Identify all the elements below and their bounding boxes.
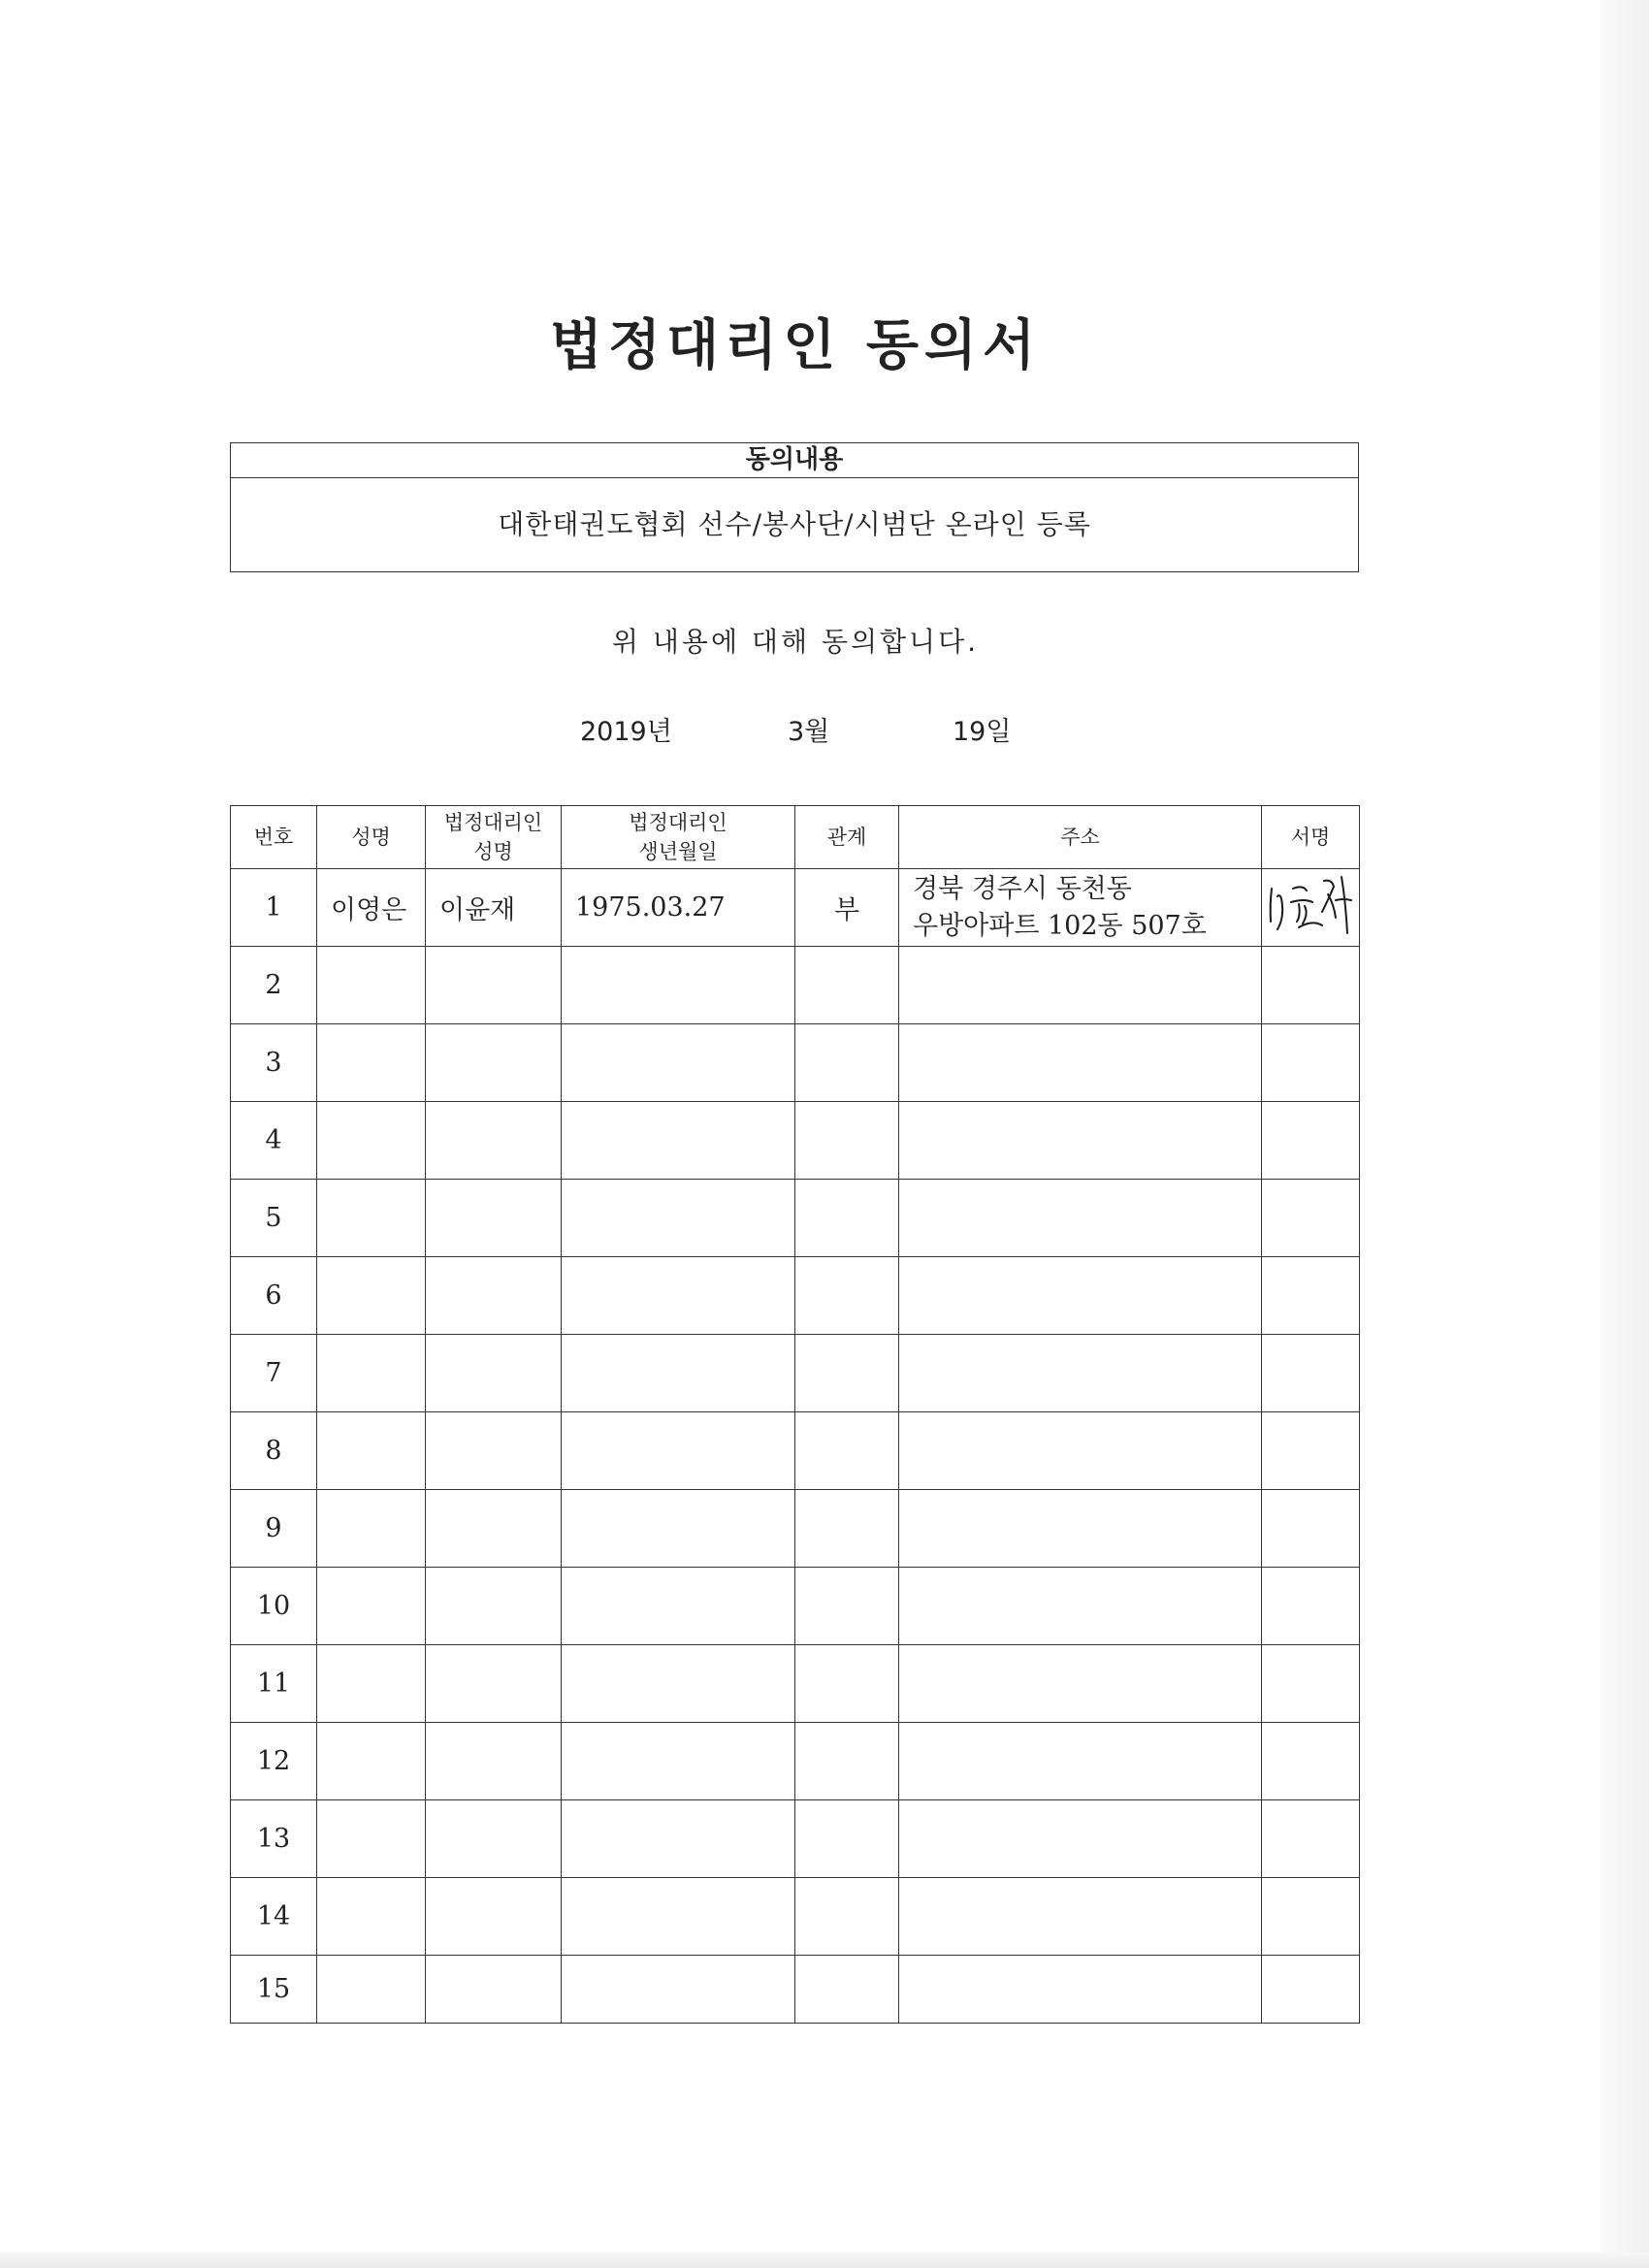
relation-cell: 부 bbox=[795, 869, 899, 947]
relation-cell bbox=[795, 1645, 899, 1723]
relation-cell bbox=[795, 1568, 899, 1645]
row-number-cell: 5 bbox=[231, 1180, 317, 1257]
guardian-name-cell: 이윤재 bbox=[426, 869, 562, 947]
address-cell bbox=[899, 1568, 1262, 1645]
participant-name-cell bbox=[317, 1878, 426, 1956]
guardian-name-cell bbox=[426, 1723, 562, 1800]
participant-name-cell bbox=[317, 1800, 426, 1878]
guardian-name-cell bbox=[426, 947, 562, 1024]
relation-cell bbox=[795, 1257, 899, 1335]
address-cell bbox=[899, 1180, 1262, 1257]
relation-cell bbox=[795, 1102, 899, 1180]
address-cell bbox=[899, 869, 1262, 947]
date-day: 19일 bbox=[953, 717, 1012, 747]
guardian-name-cell bbox=[426, 1800, 562, 1878]
guardian-name-cell bbox=[426, 1490, 562, 1568]
participant-name-cell bbox=[317, 1335, 426, 1412]
signature-cell bbox=[1262, 1024, 1360, 1102]
column-header: 주소 bbox=[899, 806, 1262, 869]
column-header: 서명 bbox=[1262, 806, 1360, 869]
signature-cell bbox=[1262, 1568, 1360, 1645]
row-number-cell: 4 bbox=[231, 1102, 317, 1180]
signature-cell bbox=[1262, 1257, 1360, 1335]
document-title: 법정대리인 동의서 bbox=[549, 314, 1042, 377]
participant-name-cell: 이영은 bbox=[317, 869, 426, 947]
row-number-cell: 9 bbox=[231, 1490, 317, 1568]
handwritten-signature bbox=[1264, 871, 1357, 945]
row-number-cell: 3 bbox=[231, 1024, 317, 1102]
table-row bbox=[231, 1412, 1360, 1490]
relation-cell bbox=[795, 1412, 899, 1490]
address-cell bbox=[899, 1645, 1262, 1723]
guardian-birthdate-cell bbox=[562, 1257, 795, 1335]
address-cell bbox=[899, 1878, 1262, 1956]
guardian-birthdate-cell bbox=[562, 1956, 795, 2024]
relation-cell bbox=[795, 1956, 899, 2024]
consent-box bbox=[230, 442, 1359, 572]
table-row bbox=[231, 1568, 1360, 1645]
column-header: 법정대리인 생년월일 bbox=[562, 806, 795, 869]
table-row bbox=[231, 1180, 1360, 1257]
participant-name-cell bbox=[317, 1257, 426, 1335]
guardian-name-cell bbox=[426, 1180, 562, 1257]
participant-name-cell bbox=[317, 1645, 426, 1723]
participant-name-cell bbox=[317, 1180, 426, 1257]
guardian-birthdate-cell bbox=[562, 1878, 795, 1956]
participant-name-cell bbox=[317, 1568, 426, 1645]
row-number-cell: 13 bbox=[231, 1800, 317, 1878]
guardian-name-cell bbox=[426, 1412, 562, 1490]
guardian-birthdate-cell bbox=[562, 1800, 795, 1878]
relation-cell bbox=[795, 1180, 899, 1257]
row-number-cell: 8 bbox=[231, 1412, 317, 1490]
guardian-birthdate-cell bbox=[562, 1335, 795, 1412]
column-header: 관계 bbox=[795, 806, 899, 869]
address-cell bbox=[899, 947, 1262, 1024]
guardian-name-cell bbox=[426, 1335, 562, 1412]
row-number-cell: 10 bbox=[231, 1568, 317, 1645]
row-number-cell: 15 bbox=[231, 1956, 317, 2024]
participant-name-cell bbox=[317, 1412, 426, 1490]
signature-cell bbox=[1262, 1180, 1360, 1257]
signature-cell bbox=[1262, 1335, 1360, 1412]
participant-name-cell bbox=[317, 1723, 426, 1800]
participant-name-cell bbox=[317, 1956, 426, 2024]
address-cell bbox=[899, 1024, 1262, 1102]
guardian-name-cell bbox=[426, 1568, 562, 1645]
row-number-cell: 11 bbox=[231, 1645, 317, 1723]
table-row bbox=[231, 1257, 1360, 1335]
relation-cell bbox=[795, 1800, 899, 1878]
relation-cell bbox=[795, 1024, 899, 1102]
consent-header: 동의내용 bbox=[231, 443, 1358, 478]
scan-edge-right bbox=[1600, 0, 1649, 2268]
table-header-row bbox=[231, 806, 1360, 869]
guardian-name-cell bbox=[426, 1878, 562, 1956]
signature-cell bbox=[1262, 947, 1360, 1024]
consent-content: 대한태권도협회 선수/봉사단/시범단 온라인 등록 bbox=[498, 508, 1091, 540]
relation-cell bbox=[795, 1723, 899, 1800]
table-row bbox=[231, 1490, 1360, 1568]
participant-name-cell bbox=[317, 1490, 426, 1568]
table-row bbox=[231, 1800, 1360, 1878]
address-cell bbox=[899, 1257, 1262, 1335]
guardian-birthdate-cell bbox=[562, 1102, 795, 1180]
consent-statement: 위 내용에 대해 동의합니다. bbox=[611, 626, 980, 658]
signature-cell bbox=[1262, 1723, 1360, 1800]
column-header: 성명 bbox=[317, 806, 426, 869]
date-month: 3월 bbox=[788, 717, 830, 747]
address-cell bbox=[899, 1412, 1262, 1490]
guardian-name-cell bbox=[426, 1024, 562, 1102]
guardian-name-cell bbox=[426, 1645, 562, 1723]
guardian-birthdate-cell bbox=[562, 1645, 795, 1723]
guardian-table bbox=[230, 805, 1360, 2024]
column-header: 번호 bbox=[231, 806, 317, 869]
date-year: 2019년 bbox=[580, 717, 672, 747]
address-line: 우방아파트 102동 507호 bbox=[913, 910, 1207, 941]
signature-cell bbox=[1262, 1800, 1360, 1878]
participant-name-cell bbox=[317, 1024, 426, 1102]
signature-cell bbox=[1262, 1412, 1360, 1490]
address-cell bbox=[899, 1102, 1262, 1180]
row-number-cell: 2 bbox=[231, 947, 317, 1024]
address-cell bbox=[899, 1956, 1262, 2024]
signature-cell bbox=[1262, 1490, 1360, 1568]
table-row bbox=[231, 1956, 1360, 2024]
guardian-name-cell bbox=[426, 1102, 562, 1180]
column-header: 법정대리인 성명 bbox=[426, 806, 562, 869]
address-cell bbox=[899, 1800, 1262, 1878]
row-number-cell: 1 bbox=[231, 869, 317, 947]
guardian-birthdate-cell bbox=[562, 1180, 795, 1257]
relation-cell bbox=[795, 1878, 899, 1956]
participant-name-cell bbox=[317, 1102, 426, 1180]
address-cell bbox=[899, 1335, 1262, 1412]
guardian-name-cell bbox=[426, 1956, 562, 2024]
table-row bbox=[231, 1335, 1360, 1412]
guardian-birthdate-cell bbox=[562, 1024, 795, 1102]
table-row bbox=[231, 1024, 1360, 1102]
guardian-birthdate-cell bbox=[562, 1723, 795, 1800]
row-number-cell: 14 bbox=[231, 1878, 317, 1956]
guardian-name-cell bbox=[426, 1257, 562, 1335]
participant-name-cell bbox=[317, 947, 426, 1024]
signature-cell bbox=[1262, 1102, 1360, 1180]
row-number-cell: 7 bbox=[231, 1335, 317, 1412]
scan-edge-bottom bbox=[0, 2252, 1649, 2268]
table-row bbox=[231, 1723, 1360, 1800]
relation-cell bbox=[795, 1335, 899, 1412]
guardian-birthdate-cell: 1975.03.27 bbox=[562, 869, 795, 947]
address-line: 경북 경주시 동천동 bbox=[913, 873, 1132, 904]
signature-cell bbox=[1262, 1645, 1360, 1723]
address-cell bbox=[899, 1723, 1262, 1800]
row-number-cell: 12 bbox=[231, 1723, 317, 1800]
relation-cell bbox=[795, 947, 899, 1024]
table-row bbox=[231, 869, 1360, 947]
table-row bbox=[231, 947, 1360, 1024]
guardian-birthdate-cell bbox=[562, 1490, 795, 1568]
row-number-cell: 6 bbox=[231, 1257, 317, 1335]
relation-cell bbox=[795, 1490, 899, 1568]
table-row bbox=[231, 1645, 1360, 1723]
signature-cell bbox=[1262, 1878, 1360, 1956]
table-row bbox=[231, 1102, 1360, 1180]
address-cell bbox=[899, 1490, 1262, 1568]
signature-cell bbox=[1262, 869, 1360, 947]
signature-cell bbox=[1262, 1956, 1360, 2024]
guardian-birthdate-cell bbox=[562, 1412, 795, 1490]
guardian-birthdate-cell bbox=[562, 947, 795, 1024]
table-row bbox=[231, 1878, 1360, 1956]
guardian-birthdate-cell bbox=[562, 1568, 795, 1645]
